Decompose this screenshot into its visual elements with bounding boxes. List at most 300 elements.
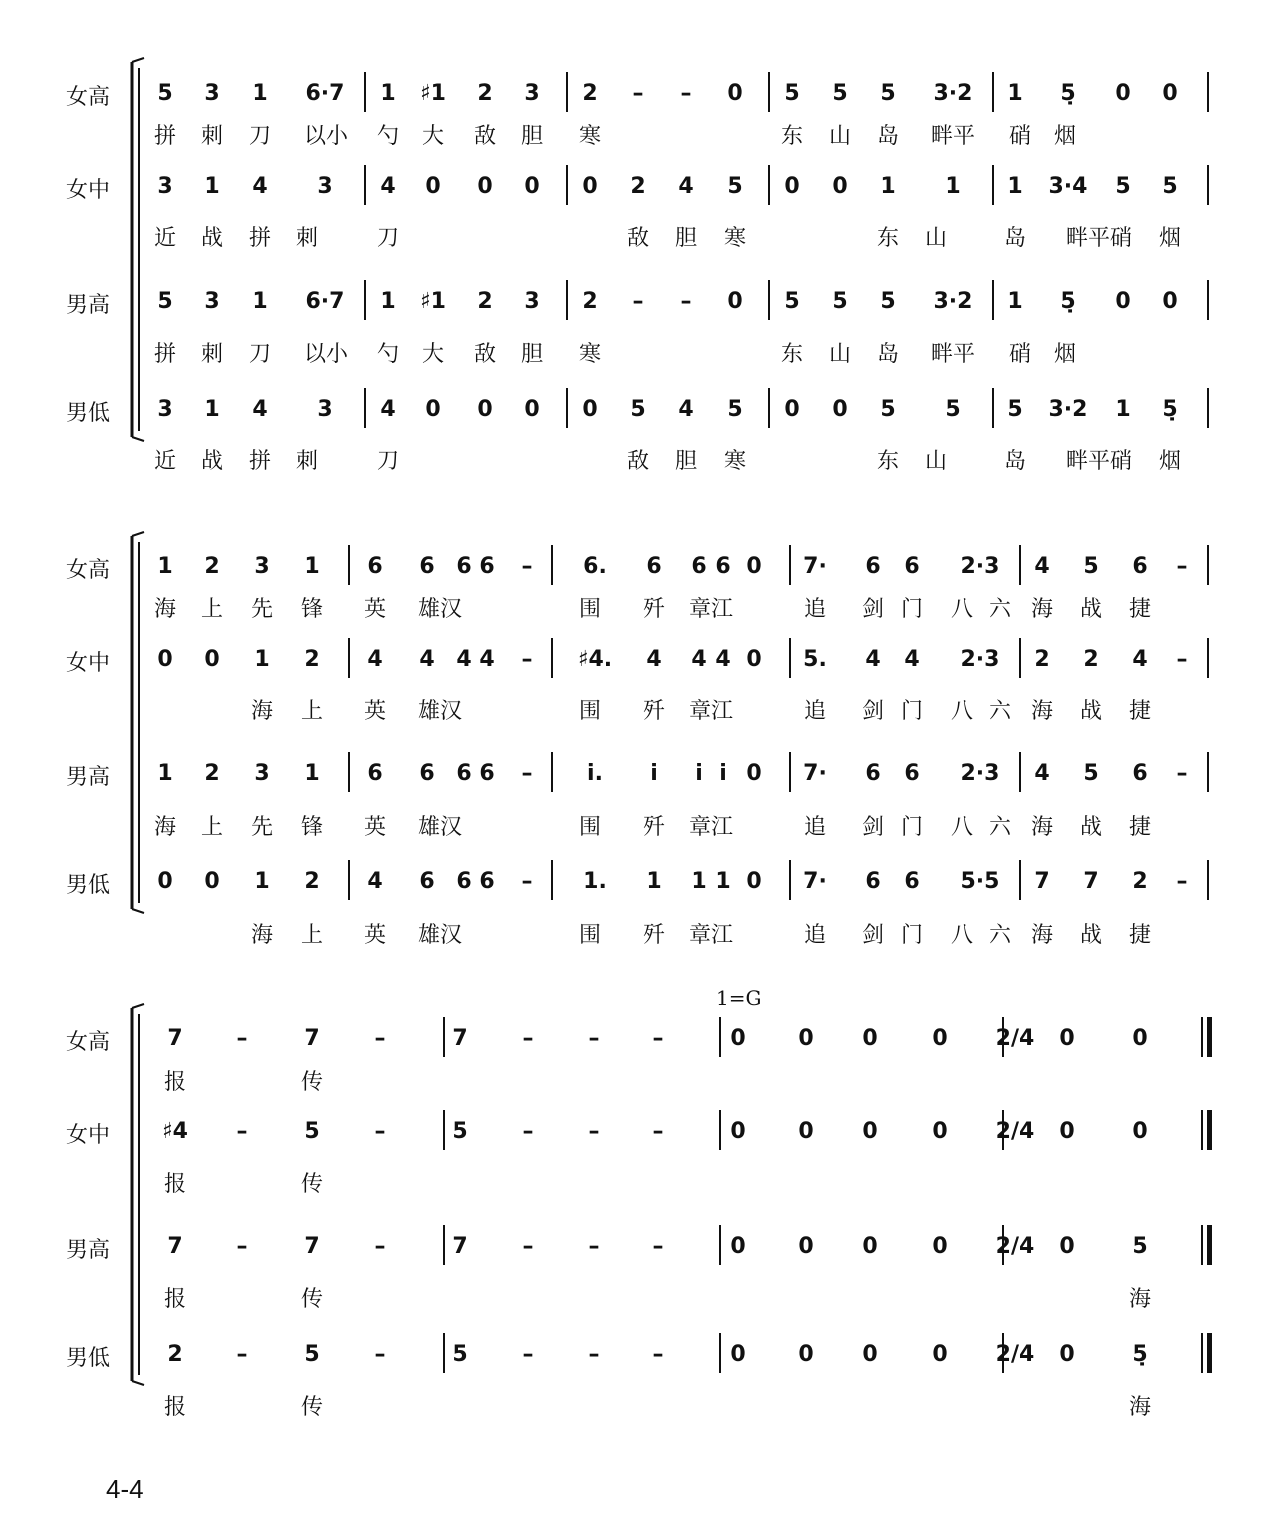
jianpu-note: ♯4 (162, 1119, 188, 1144)
lyric: 上 (300, 699, 323, 724)
jianpu-note: 6 (904, 761, 920, 786)
lyric: 东 (780, 342, 803, 367)
jianpu-note: 5 (157, 81, 173, 106)
jianpu-note: 2 (304, 869, 320, 894)
jianpu-note: – (588, 1342, 600, 1367)
lyric: 英 (363, 699, 386, 724)
jianpu-note: 1. (583, 869, 607, 894)
lyric: 大 (421, 342, 444, 367)
jianpu-note: 0 (862, 1026, 878, 1051)
jianpu-note: 5̣ (1060, 289, 1076, 314)
jianpu-note: 0 (730, 1234, 746, 1259)
lyric: 刀 (376, 226, 399, 251)
jianpu-note: 3 (204, 289, 220, 314)
jianpu-note: 3·2 (1048, 397, 1088, 422)
jianpu-note: 0 (1115, 289, 1131, 314)
jianpu-note: 5 (832, 289, 848, 314)
lyric: 报 (163, 1287, 186, 1312)
jianpu-note: 5 (157, 289, 173, 314)
jianpu-note: 6 (904, 869, 920, 894)
jianpu-note: 2/4 (995, 1119, 1035, 1144)
jianpu-note: 7 (304, 1234, 320, 1259)
lyric: 寒 (723, 449, 746, 474)
lyric: 敌 (626, 226, 649, 251)
lyric: 海 (1030, 597, 1053, 622)
jianpu-note: i. (587, 761, 603, 786)
voice-label: 女高 (66, 1030, 111, 1055)
jianpu-note: 5·5 (960, 869, 1000, 894)
lyric: 锋 (300, 815, 323, 840)
lyric: 海 (250, 699, 273, 724)
jianpu-note: 7· (803, 554, 827, 579)
jianpu-note: 1 (252, 289, 268, 314)
lyric: 战 (1079, 815, 1102, 840)
jianpu-note: 7 (1083, 869, 1099, 894)
jianpu-note: 4 (252, 174, 268, 199)
jianpu-note: 6 (865, 869, 881, 894)
jianpu-note: 2·3 (960, 761, 1000, 786)
lyric: 刺 (295, 449, 318, 474)
lyric: 追 (803, 699, 826, 724)
jianpu-note: – (374, 1234, 386, 1259)
jianpu-note: – (680, 81, 692, 106)
jianpu-note: 2 (477, 81, 493, 106)
jianpu-note: – (521, 554, 533, 579)
system-brace-cap (132, 58, 144, 62)
jianpu-note: 1 (1007, 81, 1023, 106)
lyric: 英 (363, 597, 386, 622)
jianpu-note: 6 (456, 761, 472, 786)
lyric: 胆 (520, 342, 543, 367)
lyric: 八 (950, 815, 973, 840)
jianpu-note: – (236, 1119, 248, 1144)
jianpu-note: 7 (304, 1026, 320, 1051)
lyric: 敌 (626, 449, 649, 474)
jianpu-note: 1 (254, 647, 270, 672)
lyric: 传 (300, 1287, 323, 1312)
lyric: 刀 (376, 449, 399, 474)
jianpu-note: 3·2 (933, 289, 973, 314)
jianpu-note: 0 (582, 397, 598, 422)
lyric: 战 (200, 449, 223, 474)
jianpu-note: 1 (254, 869, 270, 894)
lyric: 章江 (688, 815, 733, 840)
jianpu-note: ♯4. (577, 647, 613, 672)
lyric: 寒 (578, 124, 601, 149)
lyric: 捷 (1128, 815, 1151, 840)
jianpu-note: 1 (880, 174, 896, 199)
lyric: 勺 (376, 342, 399, 367)
jianpu-note: – (632, 289, 644, 314)
lyric: 传 (300, 1070, 323, 1095)
jianpu-note: 1 (1007, 174, 1023, 199)
lyric: 门 (900, 815, 923, 840)
jianpu-note: 2 (1034, 647, 1050, 672)
voice-label: 男高 (66, 765, 111, 790)
jianpu-note: – (588, 1119, 600, 1144)
jianpu-note: 0 (524, 397, 540, 422)
lyric: 报 (163, 1070, 186, 1095)
jianpu-note: 0 (477, 397, 493, 422)
jianpu-note: 5 (1115, 174, 1131, 199)
jianpu-note: i (719, 761, 727, 786)
voice-label: 女中 (66, 178, 111, 203)
jianpu-note: 2 (582, 289, 598, 314)
jianpu-note: 6 (479, 554, 495, 579)
jianpu-note: 5 (1162, 174, 1178, 199)
jianpu-note: 2 (204, 554, 220, 579)
lyric: 歼 (642, 923, 665, 948)
jianpu-note: 0 (1059, 1234, 1075, 1259)
jianpu-note: 0 (477, 174, 493, 199)
lyric: 硝 (1008, 342, 1031, 367)
jianpu-note: 6 (1132, 554, 1148, 579)
jianpu-note: 4 (380, 397, 396, 422)
jianpu-note: 5. (803, 647, 827, 672)
jianpu-note: 0 (932, 1342, 948, 1367)
lyric: 寒 (578, 342, 601, 367)
jianpu-note: 4 (715, 647, 731, 672)
jianpu-note: 7 (452, 1026, 468, 1051)
jianpu-note: 0 (798, 1026, 814, 1051)
system-brace-cap (132, 1381, 144, 1385)
system-brace-cap (132, 1004, 144, 1008)
jianpu-note: – (522, 1342, 534, 1367)
jianpu-note: 3 (157, 174, 173, 199)
voice-label: 女高 (66, 85, 111, 110)
jianpu-note: 5 (880, 289, 896, 314)
jianpu-note: 2/4 (995, 1234, 1035, 1259)
jianpu-note: ♯1 (420, 81, 446, 106)
jianpu-note: 0 (727, 81, 743, 106)
jianpu-note: – (236, 1342, 248, 1367)
lyric: 捷 (1128, 923, 1151, 948)
lyric: 畔平硝 (1065, 449, 1132, 474)
lyric: 上 (200, 597, 223, 622)
lyric: 捷 (1128, 597, 1151, 622)
lyric: 大 (421, 124, 444, 149)
jianpu-note: 3·2 (933, 81, 973, 106)
jianpu-note: 5 (452, 1342, 468, 1367)
jianpu-note: 5 (1132, 1234, 1148, 1259)
lyric: 岛 (876, 342, 899, 367)
jianpu-note: 6 (419, 869, 435, 894)
jianpu-note: 7 (1034, 869, 1050, 894)
voice-label: 女高 (66, 558, 111, 583)
lyric: 八 (950, 597, 973, 622)
jianpu-note: 6 (419, 761, 435, 786)
jianpu-note: – (1176, 554, 1188, 579)
lyric: 山 (828, 342, 851, 367)
jianpu-note: 2 (304, 647, 320, 672)
lyric: 歼 (642, 597, 665, 622)
jianpu-note: 1 (252, 81, 268, 106)
jianpu-note: 2 (1083, 647, 1099, 672)
lyric: 以小 (303, 124, 348, 149)
lyric: 岛 (876, 124, 899, 149)
jianpu-note: 3 (157, 397, 173, 422)
jianpu-note: 6 (479, 761, 495, 786)
system-brace-cap (132, 532, 144, 536)
lyric: 上 (200, 815, 223, 840)
jianpu-note: 0 (862, 1234, 878, 1259)
jianpu-note: – (652, 1342, 664, 1367)
lyric: 围 (578, 699, 601, 724)
jianpu-note: – (1176, 647, 1188, 672)
jianpu-note: 4 (1132, 647, 1148, 672)
key-change: 1=G (716, 986, 762, 1010)
jianpu-note: 6 (904, 554, 920, 579)
lyric: 传 (300, 1172, 323, 1197)
jianpu-note: 0 (1162, 81, 1178, 106)
lyric: 东 (876, 226, 899, 251)
jianpu-note: 0 (1132, 1119, 1148, 1144)
jianpu-note: 0 (932, 1026, 948, 1051)
lyric: 刀 (248, 342, 271, 367)
jianpu-note: 6·7 (305, 81, 345, 106)
jianpu-note: 4 (419, 647, 435, 672)
jianpu-note: 2·3 (960, 647, 1000, 672)
jianpu-note: 5̣ (1162, 397, 1178, 422)
lyric: 敌 (473, 342, 496, 367)
jianpu-note: 1 (1007, 289, 1023, 314)
jianpu-note: 0 (1132, 1026, 1148, 1051)
lyric: 英 (363, 815, 386, 840)
lyric: 海 (1128, 1287, 1151, 1312)
jianpu-note: 1 (380, 289, 396, 314)
jianpu-note: 0 (784, 397, 800, 422)
lyric: 畔平硝 (1065, 226, 1132, 251)
jianpu-note: 6. (583, 554, 607, 579)
jianpu-note: 5 (784, 81, 800, 106)
lyric: 剑 (861, 597, 884, 622)
jianpu-note: – (521, 647, 533, 672)
lyric: 雄汉 (417, 597, 462, 622)
jianpu-note: 4 (380, 174, 396, 199)
jianpu-note: 1 (204, 397, 220, 422)
voice-label: 男高 (66, 293, 111, 318)
jianpu-note: 2 (630, 174, 646, 199)
jianpu-note: 0 (730, 1119, 746, 1144)
jianpu-note: 0 (784, 174, 800, 199)
jianpu-note: 4 (479, 647, 495, 672)
lyric: 岛 (1003, 449, 1026, 474)
jianpu-note: 0 (746, 761, 762, 786)
lyric: 章江 (688, 699, 733, 724)
voice-label: 女中 (66, 1123, 111, 1148)
jianpu-note: 0 (746, 647, 762, 672)
system-brace-cap (132, 909, 144, 913)
jianpu-note: 4 (367, 869, 383, 894)
jianpu-note: 2/4 (995, 1342, 1035, 1367)
jianpu-note: 2 (582, 81, 598, 106)
lyric: 近 (153, 449, 176, 474)
jianpu-note: 5 (452, 1119, 468, 1144)
jianpu-note: 1 (945, 174, 961, 199)
jianpu-note: 0 (730, 1342, 746, 1367)
jianpu-note: 0 (425, 174, 441, 199)
lyric: 拼 (153, 124, 176, 149)
lyric: 歼 (642, 699, 665, 724)
lyric: 雄汉 (417, 815, 462, 840)
jianpu-note: 3·4 (1048, 174, 1088, 199)
voice-label: 男低 (66, 873, 111, 898)
lyric: 拼 (248, 226, 271, 251)
jianpu-note: – (522, 1234, 534, 1259)
jianpu-note: 2 (204, 761, 220, 786)
jianpu-note: 5̣ (1132, 1342, 1148, 1367)
jianpu-note: 0 (862, 1342, 878, 1367)
jianpu-note: 7· (803, 761, 827, 786)
jianpu-note: i (650, 761, 658, 786)
lyric: 烟 (1158, 226, 1181, 251)
jianpu-note: – (236, 1026, 248, 1051)
lyric: 锋 (300, 597, 323, 622)
system-brace-cap (132, 437, 144, 441)
lyric: 捷 (1128, 699, 1151, 724)
jianpu-note: – (588, 1026, 600, 1051)
jianpu-note: 0 (1059, 1119, 1075, 1144)
jianpu-note: 7 (167, 1234, 183, 1259)
jianpu-note: 7 (452, 1234, 468, 1259)
lyric: 畔平 (930, 124, 975, 149)
lyric: 勺 (376, 124, 399, 149)
jianpu-note: 0 (798, 1234, 814, 1259)
jianpu-note: 4 (367, 647, 383, 672)
jianpu-note: 4 (678, 174, 694, 199)
jianpu-note: 0 (1115, 81, 1131, 106)
jianpu-note: 3 (317, 397, 333, 422)
lyric: 八 (950, 699, 973, 724)
jianpu-note: 5 (727, 174, 743, 199)
jianpu-note: 4 (1034, 554, 1050, 579)
jianpu-note: 2 (167, 1342, 183, 1367)
lyric: 烟 (1158, 449, 1181, 474)
lyric: 围 (578, 597, 601, 622)
lyric: 刺 (200, 342, 223, 367)
lyric: 海 (250, 923, 273, 948)
jianpu-note: 5 (880, 81, 896, 106)
lyric: 雄汉 (417, 923, 462, 948)
lyric: 拼 (153, 342, 176, 367)
jianpu-note: 4 (1034, 761, 1050, 786)
jianpu-note: – (521, 869, 533, 894)
lyric: 门 (900, 923, 923, 948)
jianpu-note: 6 (419, 554, 435, 579)
lyric: 岛 (1003, 226, 1026, 251)
jianpu-note: 6 (865, 761, 881, 786)
jianpu-note: ♯1 (420, 289, 446, 314)
lyric: 六 (988, 815, 1011, 840)
lyric: 刺 (295, 226, 318, 251)
jianpu-note: – (374, 1119, 386, 1144)
jianpu-note: 3 (524, 289, 540, 314)
lyric: 剑 (861, 815, 884, 840)
lyric: 刺 (200, 124, 223, 149)
lyric: 追 (803, 597, 826, 622)
lyric: 门 (900, 597, 923, 622)
page-number: 4-4 (106, 1474, 144, 1504)
jianpu-note: 2/4 (995, 1026, 1035, 1051)
lyric: 战 (1079, 597, 1102, 622)
lyric: 追 (803, 815, 826, 840)
jianpu-note: 0 (524, 174, 540, 199)
jianpu-note: 0 (798, 1119, 814, 1144)
jianpu-note: 0 (1162, 289, 1178, 314)
jianpu-note: 7· (803, 869, 827, 894)
jianpu-note: 5 (784, 289, 800, 314)
lyric: 胆 (674, 449, 697, 474)
jianpu-note: 5 (945, 397, 961, 422)
jianpu-note: 1 (380, 81, 396, 106)
lyric: 敌 (473, 124, 496, 149)
lyric: 先 (250, 815, 273, 840)
jianpu-note: 0 (425, 397, 441, 422)
lyric: 拼 (248, 449, 271, 474)
voice-label: 男低 (66, 1346, 111, 1371)
jianpu-note: 0 (798, 1342, 814, 1367)
lyric: 六 (988, 699, 1011, 724)
jianpu-note: 0 (932, 1119, 948, 1144)
lyric: 胆 (674, 226, 697, 251)
jianpu-note: 5 (880, 397, 896, 422)
jianpu-note: 5 (1083, 761, 1099, 786)
jianpu-note: 0 (204, 647, 220, 672)
jianpu-note: – (588, 1234, 600, 1259)
jianpu-note: 4 (646, 647, 662, 672)
jianpu-note: 7 (167, 1026, 183, 1051)
lyric: 传 (300, 1395, 323, 1420)
lyric: 山 (828, 124, 851, 149)
jianpu-note: – (1176, 869, 1188, 894)
lyric: 海 (1128, 1395, 1151, 1420)
lyric: 东 (780, 124, 803, 149)
jianpu-note: 0 (582, 174, 598, 199)
lyric: 山 (924, 226, 947, 251)
jianpu-note: 6 (865, 554, 881, 579)
jianpu-note: 4 (904, 647, 920, 672)
jianpu-note: 3 (254, 761, 270, 786)
jianpu-note: 4 (678, 397, 694, 422)
voice-label: 女中 (66, 651, 111, 676)
lyric: 海 (1030, 815, 1053, 840)
lyric: 六 (988, 923, 1011, 948)
jianpu-note: 0 (730, 1026, 746, 1051)
lyric: 硝 (1008, 124, 1031, 149)
jianpu-note: 6 (456, 869, 472, 894)
jianpu-note: 0 (204, 869, 220, 894)
lyric: 上 (300, 923, 323, 948)
lyric: 海 (1030, 923, 1053, 948)
lyric: 战 (1079, 923, 1102, 948)
lyric: 章江 (688, 923, 733, 948)
lyric: 围 (578, 923, 601, 948)
jianpu-note: 1 (157, 761, 173, 786)
jianpu-note: 3 (524, 81, 540, 106)
lyric: 战 (200, 226, 223, 251)
jianpu-note: 4 (691, 647, 707, 672)
jianpu-note: – (680, 289, 692, 314)
jianpu-note: 6·7 (305, 289, 345, 314)
jianpu-note: 1 (157, 554, 173, 579)
jianpu-note: 6 (479, 869, 495, 894)
lyric: 雄汉 (417, 699, 462, 724)
jianpu-note: – (1176, 761, 1188, 786)
jianpu-note: 5 (1007, 397, 1023, 422)
jianpu-note: 6 (691, 554, 707, 579)
jianpu-note: 6 (456, 554, 472, 579)
jianpu-note: 3 (204, 81, 220, 106)
